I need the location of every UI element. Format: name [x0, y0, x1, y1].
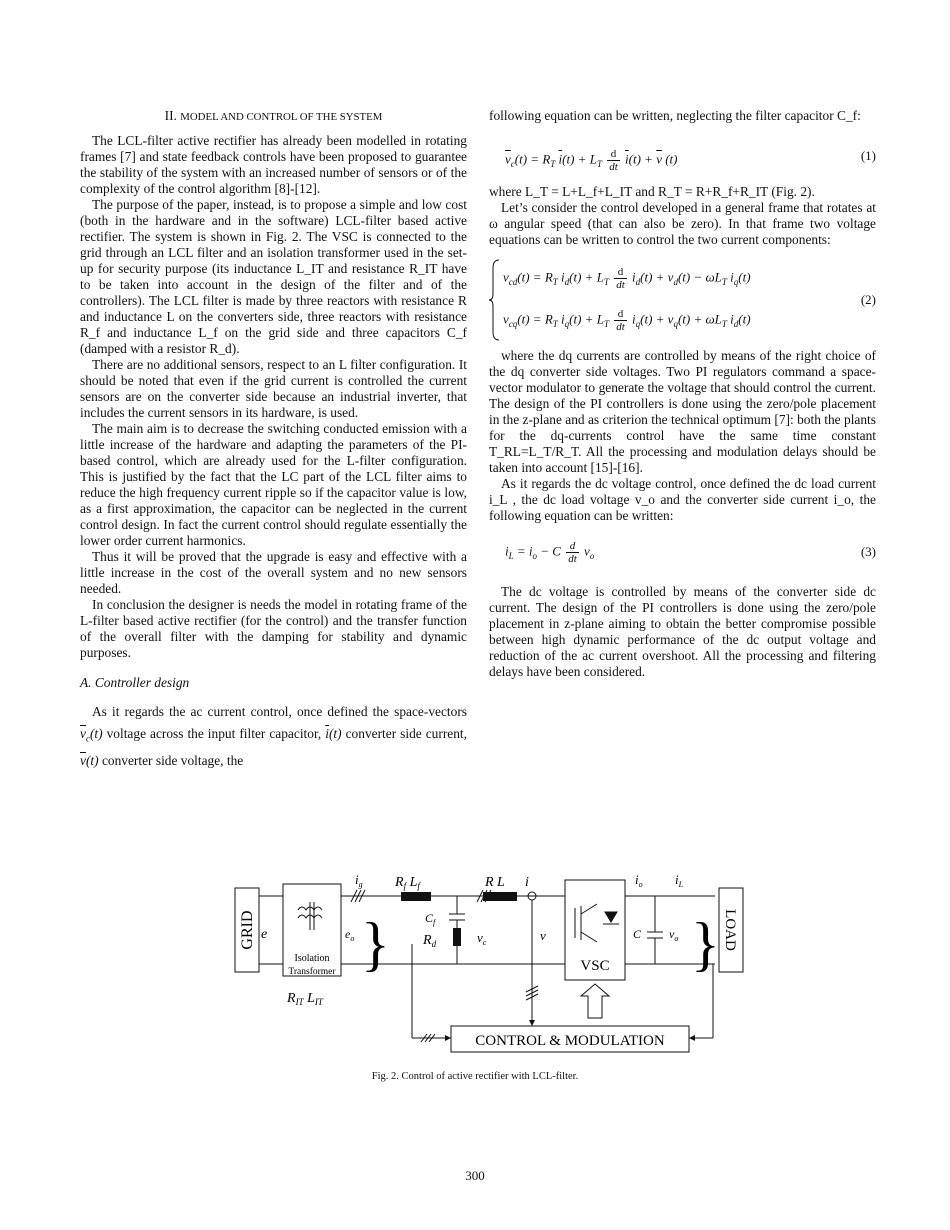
- paragraph: where the dq currents are controlled by means of the right choice of the dq converter side voltages. Two PI regulators command a space-vector modulator to generate the voltage that should control the current. The design of the PI controllers is done using the zero/pole placement in the z-plane and as criterion the technical optimum [7]: both the plants for the dq-currents control have the same time constant T_RL=L_T/R_T. All the processing and modulation delays should be taken into account [15]-[16].: [489, 348, 876, 475]
- equation-number: (1): [860, 148, 876, 163]
- paragraph: The dc voltage is controlled by means of the converter side dc current. The design of the PI controllers is done using the zero/pole placement in z-plane aiming to obtain the better compromise possible between high dynamic performance of the dc output voltage and reduction of the ac current overshoot. All the processing and filtering delays have been considered.: [489, 584, 876, 679]
- label-eo: $e_o$: [345, 927, 355, 943]
- label-e: e: [261, 927, 268, 942]
- label-rf-lf: $R_f$ $L_f$: [395, 875, 420, 891]
- label-rl: R L: [485, 875, 505, 890]
- transformer-coil-icon: [298, 902, 322, 930]
- label-cf: $C_f$: [425, 911, 436, 927]
- label-vc: $v_c$: [477, 930, 487, 947]
- brace-left: }: [361, 911, 390, 977]
- equation-2: $v_{cd}(t) = R_T$ $i_d(t) + L_T$ $\frac{d}{dt}$ $i_d(t) + v_d(t) - \omega L_T$ $i_q(t)$ $v_{cq}(t) = R_T$ $i_q(t) + L_T$ $\frac{d}{dt}$ $i_q(t) + v_q(t) + \omega L_T$ $i_d(t)$ (2): [489, 258, 876, 342]
- grid-label: GRID: [239, 910, 256, 950]
- subsection-heading: A. Controller design: [80, 675, 190, 690]
- label-io: $i_o$: [635, 872, 643, 889]
- paragraph: The purpose of the paper, instead, is to propose a simple and low cost (both in the hardware and in the software) LCL-filter based active rectifier. The system is shown in Fig. 2. The VSC is connected to the grid through an LCL filter and an isolation transformer used in the set-up for security purpose (its inductance L_IT and resistance R_IT have to be taken into account in the design of the filter and of the controllers). The LCL filter is made by three reactors with resistance R and inductance L on the converters side, three reactors with resistance R_f and inductance L_f on the grid side and three capacitors C_f (damped with a resistor R_d).: [80, 197, 467, 356]
- label-il: $i_L$: [675, 872, 684, 889]
- paragraph: There are no additional sensors, respect to an L filter configuration. It should be noted that even if the grid current is controlled the current sensors are on the converter side because an industrial inverter, that includes the current sensors in its hardware, is used.: [80, 357, 467, 420]
- paragraph: As it regards the ac current control, once defined the space-vectors $\overline{v}_c(t)$ voltage across the input filter capacitor, $\overline{i}(t)$ converter side current, $\overline{v}(t)$ converter side voltage, the: [80, 704, 467, 768]
- figure-caption: Fig. 2. Control of active rectifier with LCL-filter.: [371, 1071, 579, 1082]
- left-column: [80, 108, 467, 772]
- page-number: 300: [465, 1168, 485, 1183]
- label-v: v: [540, 928, 546, 943]
- label-vo: $v_o$: [669, 927, 679, 943]
- load-label: LOAD: [722, 909, 738, 951]
- paragraph: As it regards the dc voltage control, once defined the dc load current i_L , the dc load voltage v_o and the converter side current i_o, the following equation can be written:: [489, 476, 876, 523]
- rf-lf-reactor: [401, 892, 431, 901]
- paragraph: Thus it will be proved that the upgrade is easy and effective with a little increase in the cost of the overall system and no new sensors needed.: [80, 549, 467, 596]
- transformer-label-1: Isolation: [294, 953, 330, 964]
- paragraph: In conclusion the designer is needs the model in rotating frame of the L-filter based active rectifier (for the control) and the transfer function of the overall filter with the damping for stability and dynamic purposes.: [80, 597, 467, 660]
- label-rit-lit: $R_{IT}$ $L_{IT}$: [287, 991, 323, 1007]
- right-column: [489, 108, 876, 680]
- transformer-label-2: Transformer: [288, 967, 336, 977]
- paragraph: The LCL-filter active rectifier has already been modelled in rotating frames [7] and state feedback controls have been proposed to guarantee the stability of the system with an increased number of sensors or of the complexity of the control algorithm [8]-[12].: [80, 133, 467, 196]
- equation-1: $\overline{v}_c(t) = R_T$ $\overline{i}(t) + L_T$ $\frac{d}{dt}$ $\overline{i}(t) + \overline{v}$ (t) (1): [505, 148, 876, 173]
- rl-reactor: [483, 892, 517, 901]
- equation-number: (2): [860, 292, 876, 307]
- vsc-label: VSC: [580, 958, 610, 974]
- paragraph: Let’s consider the control developed in a general frame that rotates at ω angular speed (that can also be zero). In that frame two voltage equations can be written to control the two current components:: [489, 200, 876, 247]
- modulation-arrow-icon: [581, 984, 609, 1018]
- label-c: C: [633, 927, 642, 941]
- equation-number: (3): [860, 544, 876, 559]
- control-label: CONTROL & MODULATION: [475, 1033, 665, 1049]
- equation-3: $i_L = i_o - C$ $\frac{d}{dt}$ $v_o$ (3): [505, 540, 876, 565]
- label-rd: $R_d$: [423, 933, 437, 949]
- paragraph: The main aim is to decrease the switching conducted emission with a little increase of the hardware and adapting the parameters of the PI-based control, which are already used for the L-filter configuration. This is justified by the fact that the LC part of the LCL filter aims to reduce the high frequency current ripple so if the capacitor value is low, as a first approximation, the capacitor can be neglected in the current control design. In fact the current control should regulate essentially the lower order current harmonics.: [80, 421, 467, 548]
- label-i: i: [525, 875, 529, 890]
- paragraph: following equation can be written, neglecting the filter capacitor C_f:: [489, 108, 861, 123]
- igbt-icon: [575, 904, 619, 942]
- label-ig: $i_g$: [355, 872, 363, 889]
- paragraph: where L_T = L+L_f+L_IT and R_T = R+R_f+R_IT (Fig. 2).: [489, 184, 815, 199]
- section-heading: II. MODEL AND CONTROL OF THE SYSTEM: [164, 108, 383, 123]
- brace-right: }: [691, 911, 720, 977]
- circuit-diagram: [225, 868, 750, 1058]
